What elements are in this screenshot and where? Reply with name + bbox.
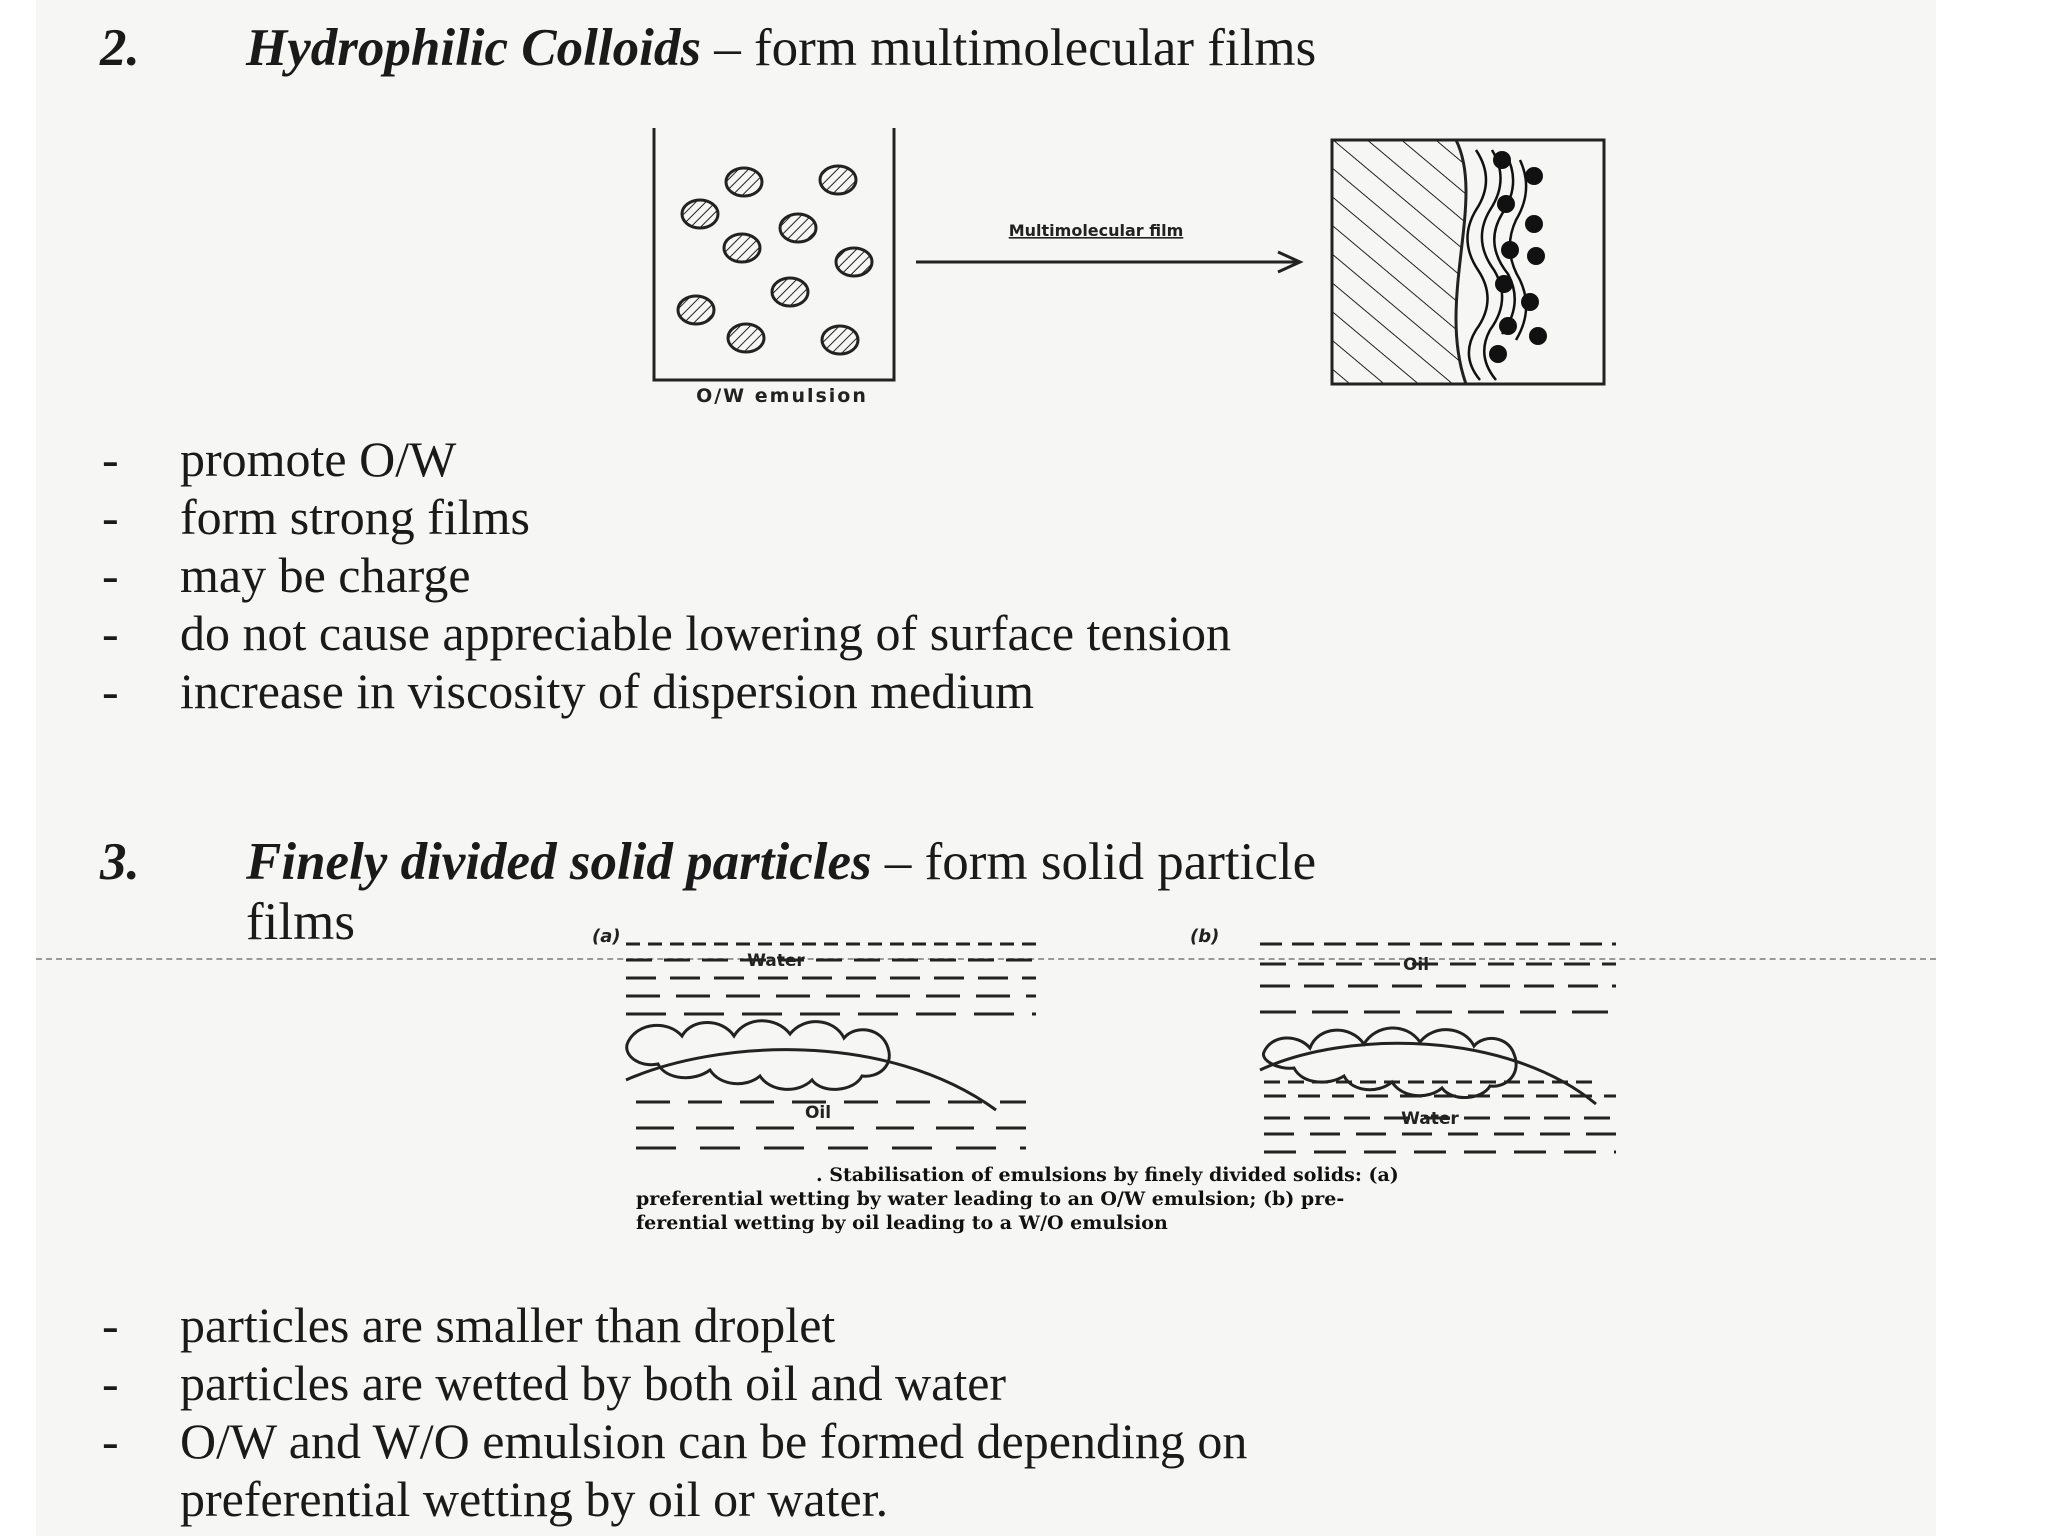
beaker-label: O/W emulsion (696, 385, 868, 407)
section-2-number: 2. (100, 19, 140, 77)
figure-caption (636, 1163, 1626, 1235)
list-item: - do not cause appreciable lowering of surface tension (102, 605, 1231, 661)
list-item: - may be charge (102, 547, 471, 603)
panel-a-bottom-label: Oil (804, 1103, 832, 1123)
arrow-label: Multimolecular film (1008, 221, 1184, 240)
section-3-title-line2: films (246, 893, 355, 951)
panel-b-bottom-label: Water (1401, 1109, 1459, 1129)
panel-b-tag: (b) (1190, 926, 1220, 947)
caption-line: preferential wetting by water leading to an O/W emulsion; (b) pre- (636, 1188, 1345, 1210)
section-2-title-bold: Hydrophilic Colloids (246, 19, 701, 77)
panel-b-top-label: Oil (1402, 955, 1430, 975)
list-item: - form strong films (102, 489, 530, 545)
list-item: - particles are smaller than droplet (102, 1297, 836, 1353)
caption-line: . Stabilisation of emulsions by finely divided solids: (a) (816, 1164, 1399, 1186)
list-item: preferential wetting by oil or water. (180, 1471, 889, 1527)
caption-line: ferential wetting by oil leading to a W/O emulsion (636, 1212, 1168, 1234)
section-2-title-rest: – form multimolecular films (700, 19, 1317, 77)
document-page (36, 0, 1936, 1536)
section-3-title-rest: – form solid particle (871, 833, 1317, 891)
list-item: - O/W and W/O emulsion can be formed depending on (102, 1413, 1248, 1469)
panel-a-top-label: Water (747, 951, 805, 971)
section-3-number: 3. (100, 833, 140, 891)
section-3-title-bold: Finely divided solid particles (246, 833, 872, 891)
list-item: - promote O/W (102, 431, 457, 487)
section-3-bullets (102, 1296, 1247, 1528)
list-item: - increase in viscosity of dispersion medium (102, 663, 1035, 719)
panel-a-tag: (a) (592, 926, 621, 947)
list-item: - particles are wetted by both oil and water (102, 1355, 1007, 1411)
solid-particle-figure (36, 0, 1936, 1160)
